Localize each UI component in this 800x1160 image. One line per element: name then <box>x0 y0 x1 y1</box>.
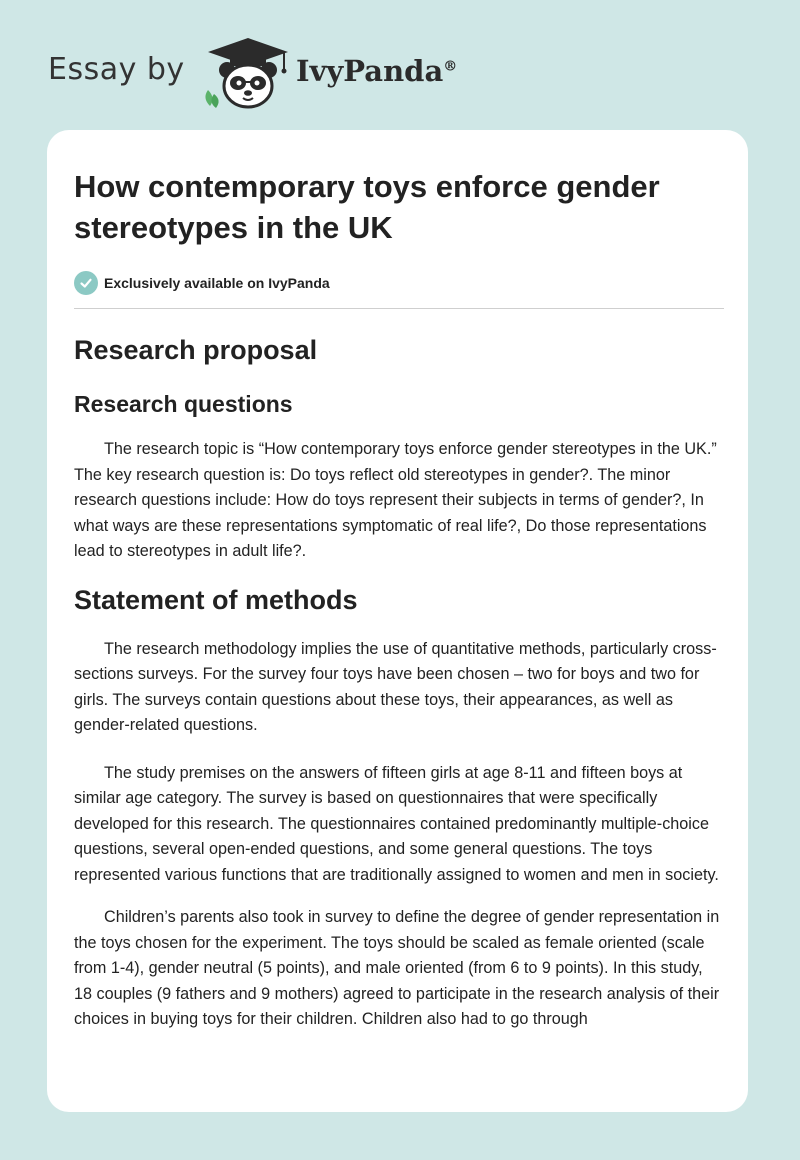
paragraph: The study premises on the answers of fifteen girls at age 8-11 and fifteen boys at similar age category. The survey is based on questionnaires that were specifically developed for this research. The questionnaires contained predominantly multiple-choice questions, several open-ended questions, and some general questions. The toys represented various functions that are traditionally assigned to women and men in society. <box>74 763 719 884</box>
subsection-heading-research-questions: Research questions <box>74 391 293 417</box>
site-header <box>0 0 800 130</box>
paragraph: The research topic is “How contemporary toys enforce gender stereotypes in the UK.” The key research question is: Do toys reflect old stereotypes in gender?. The minor research questions include: How do toys represent their subjects in terms of gender?, In what ways are these representations symptomatic of real life?, Do those representations lead to stereotypes in adult life?. <box>74 440 717 560</box>
essay-by-label: Essay by <box>48 52 185 87</box>
brand-name[interactable] <box>296 54 457 88</box>
essay-card <box>47 130 748 1112</box>
registered-mark: ® <box>443 58 458 75</box>
page-title: How contemporary toys enforce gender stereotypes in the UK <box>74 169 660 245</box>
brand-text: IvyPanda <box>296 54 444 88</box>
section-heading-statement-of-methods: Statement of methods <box>74 584 358 615</box>
section-heading-research-proposal: Research proposal <box>74 335 318 365</box>
exclusive-badge <box>74 269 724 297</box>
panda-graduate-icon[interactable] <box>200 36 296 110</box>
paragraph: The research methodology implies the use of quantitative methods, particularly cross-sections surveys. For the survey four toys have been chosen – two for boys and two for girls. The surveys contain questions about these toys, their appearances, as well as gender-related questions. <box>74 639 717 734</box>
essay-content <box>74 166 724 1033</box>
check-circle-icon <box>74 271 98 295</box>
exclusive-label: Exclusively available on IvyPanda <box>104 275 330 291</box>
divider <box>74 308 724 309</box>
paragraph: Children’s parents also took in survey to define the degree of gender representation in the toys chosen for the experiment. The toys should be scaled as female oriented (scale from 1-4), gender neutral (5 points), and male oriented (from 6 to 9 points). In this study, 18 couples (9 fathers and 9 mothers) agreed to participate in the research analysis of their choices in buying toys for their children. Children also had to go through <box>74 908 720 1028</box>
